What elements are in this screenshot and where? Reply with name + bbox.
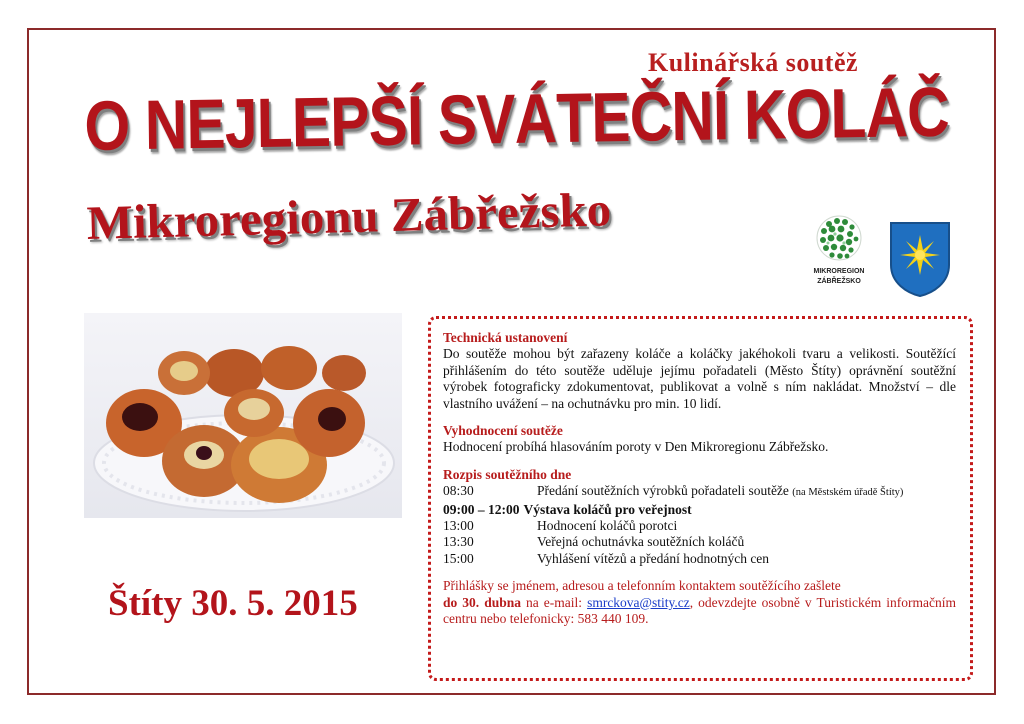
registration-deadline: do 30. dubna [443, 594, 521, 610]
schedule-text: Vyhlášení vítězů a předání hodnotných cen [537, 550, 770, 566]
logo-caption-1: MIKROREGION [813, 268, 865, 275]
schedule-time: 13:00 [443, 518, 474, 534]
schedule-row [443, 483, 956, 501]
evaluation-text: Hodnocení probíhá hlasováním poroty v Den Mikroregionu Zábřežsko. [443, 439, 829, 455]
schedule-time: 13:30 [443, 534, 474, 550]
info-box [428, 316, 973, 681]
schedule-text: Výstava koláčů pro veřejnost [523, 501, 692, 517]
schedule-time: 08:30 [443, 483, 474, 499]
schedule-row [443, 502, 956, 518]
schedule-row [443, 518, 956, 534]
main-title: O NEJLEPŠÍ SVÁTEČNÍ KOLÁČ [84, 72, 950, 165]
pastry-illustration [84, 313, 402, 518]
coat-of-arms-icon [889, 221, 951, 297]
schedule-text: Veřejná ochutnávka soutěžních koláčů [537, 534, 745, 550]
schedule-text: Předání soutěžních výrobků pořadateli soutěže (na Městském úřadě Štíty) [537, 483, 904, 499]
schedule-text: Hodnocení koláčů porotci [537, 518, 678, 534]
logo-caption-2: ZÁBŘEŽSKO [817, 278, 861, 285]
schedule-time: 09:00 – 12:00 [443, 501, 520, 517]
schedule-note: (na Městském úřadě Štíty) [792, 487, 904, 499]
region-title: Mikroregionu Zábřežsko [86, 183, 612, 250]
registration-line: Přihlášky se jménem, adresou a telefonním kontaktem soutěžícího zašlete [443, 578, 841, 594]
schedule-row [443, 534, 956, 550]
evaluation-heading: Vyhodnocení soutěže [443, 423, 563, 439]
event-date: Štíty 30. 5. 2015 [108, 583, 358, 624]
mikroregion-logo [804, 214, 874, 304]
technical-heading: Technická ustanovení [443, 330, 568, 345]
schedule-row [443, 551, 956, 567]
schedule-time: 15:00 [443, 550, 474, 566]
email-link[interactable]: smrckova@stity.cz [587, 594, 690, 610]
pastry-photo [84, 313, 402, 518]
subtitle: Kulinářská soutěž [648, 48, 859, 77]
registration-text: do 30. dubna na e-mail: smrckova@stity.cz, odevzdejte osobně v Turistickém informačním centru nebo telefonicky: 583 440 109. [443, 594, 956, 627]
schedule-heading: Rozpis soutěžního dne [443, 466, 572, 482]
technical-text: Do soutěže mohou být zařazeny koláče a koláčky jakéhokoli tvaru a velikosti. Soutěžící přihlášením do této soutěže uděluje jejímu pořadateli (Město Štíty) oprávnění soutěžní výrobek fotograficky zdokumentovat, publikovat a volně s ním nakládat. Množství – dle vlastního uvážení – na ochutnávku pro min. 10 lidí. [443, 346, 956, 411]
globe-dots-icon [815, 214, 863, 266]
